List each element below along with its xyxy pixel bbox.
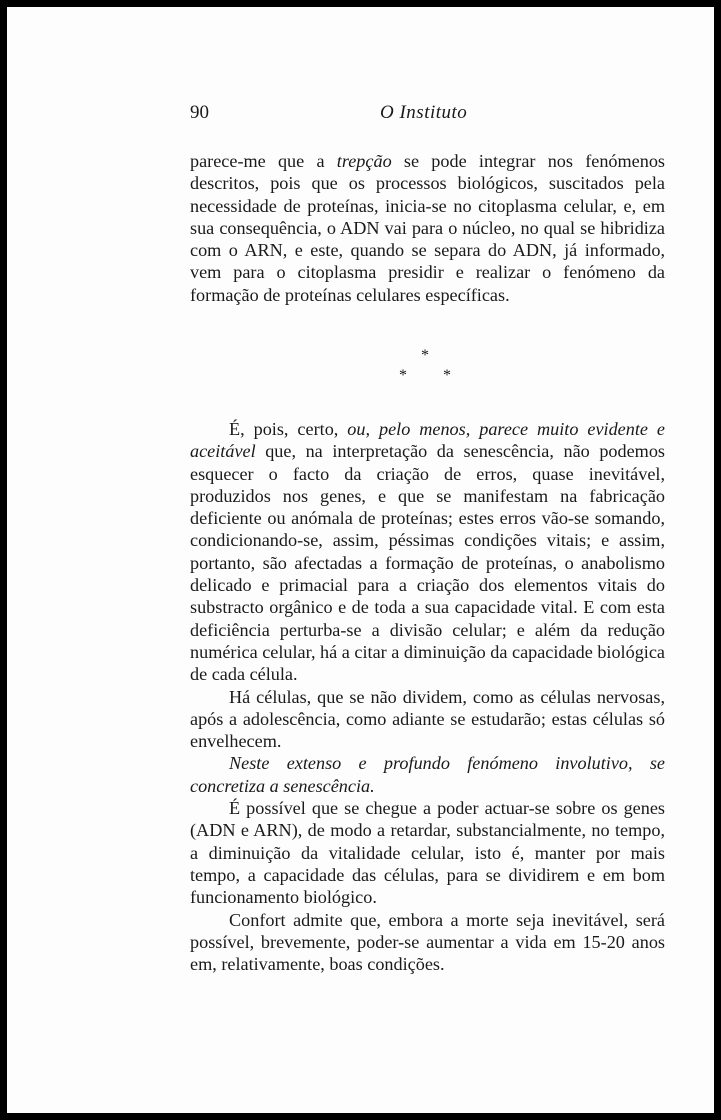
page-number: 90: [190, 102, 209, 123]
italic-term: trepção: [336, 151, 392, 171]
page-header: [190, 102, 665, 132]
separator-star: *: [421, 347, 429, 364]
paragraph-1: parece-me que a trepção se pode integrar nos fenómenos descritos, pois que os processos biológicos, suscitados pela necessidade de proteínas, inicia-se no citoplasma celular, e, em sua consequência, o ADN vai para o núcleo, no qual se hibridiza com o ARN, e este, quando se separa do ADN, já informado, vem para o citoplasma presidir e realizar o fenómeno da formação de proteínas celulares específicas.: [190, 151, 665, 305]
italic-phrase: ou, pelo menos, parece muito evidente e aceitável: [190, 419, 665, 462]
paragraph-4: Neste extenso e profundo fenómeno involutivo, se concretiza a senescência.: [190, 753, 665, 796]
running-title: O Instituto: [380, 102, 468, 123]
paragraph-3: Há células, que se não dividem, como as células nervosas, após a adolescência, como adiante se estudarão; estas células só envelhecem.: [190, 686, 665, 752]
book-page: [7, 7, 714, 1113]
paragraph-6: Confort admite que, embora a morte seja inevitável, será possível, brevemente, poder-se aumentar a vida em 15-20 anos em, relativamente, boas condições.: [190, 909, 665, 975]
paragraph-5: É possível que se chegue a poder actuar-se sobre os genes (ADN e ARN), de modo a retardar, substancialmente, no tempo, a diminuição da vitalidade celular, isto é, manter por mais tempo, a capacidade das células, para se dividirem e em bom funcionamento biológico.: [190, 798, 665, 908]
separator-star: *: [443, 367, 451, 384]
separator-star: *: [399, 367, 407, 384]
text-block-top: [190, 150, 665, 306]
paragraph-2: É, pois, certo, ou, pelo menos, parece muito evidente e aceitável que, na interpretação da senescência, não podemos esquecer o facto da criação de erros, quase inevitável, produzidos nos genes, e que se manifestam na fabricação deficiente ou anómala de proteínas; estes erros vão-se somando, condicionando-se, assim, péssimas condições vitais; e assim, portanto, são afectadas a formação de proteínas, o anabolismo delicado e primacial para a criação dos elementos vitais do substracto orgânico e de toda a sua capacidade vital. E com esta deficiência perturba-se a divisão celular; e além da redução numérica celular, há a citar a diminuição da capacidade biológica de cada célula.: [190, 419, 665, 685]
section-separator: [387, 347, 477, 391]
text-block-bottom: [190, 418, 665, 975]
